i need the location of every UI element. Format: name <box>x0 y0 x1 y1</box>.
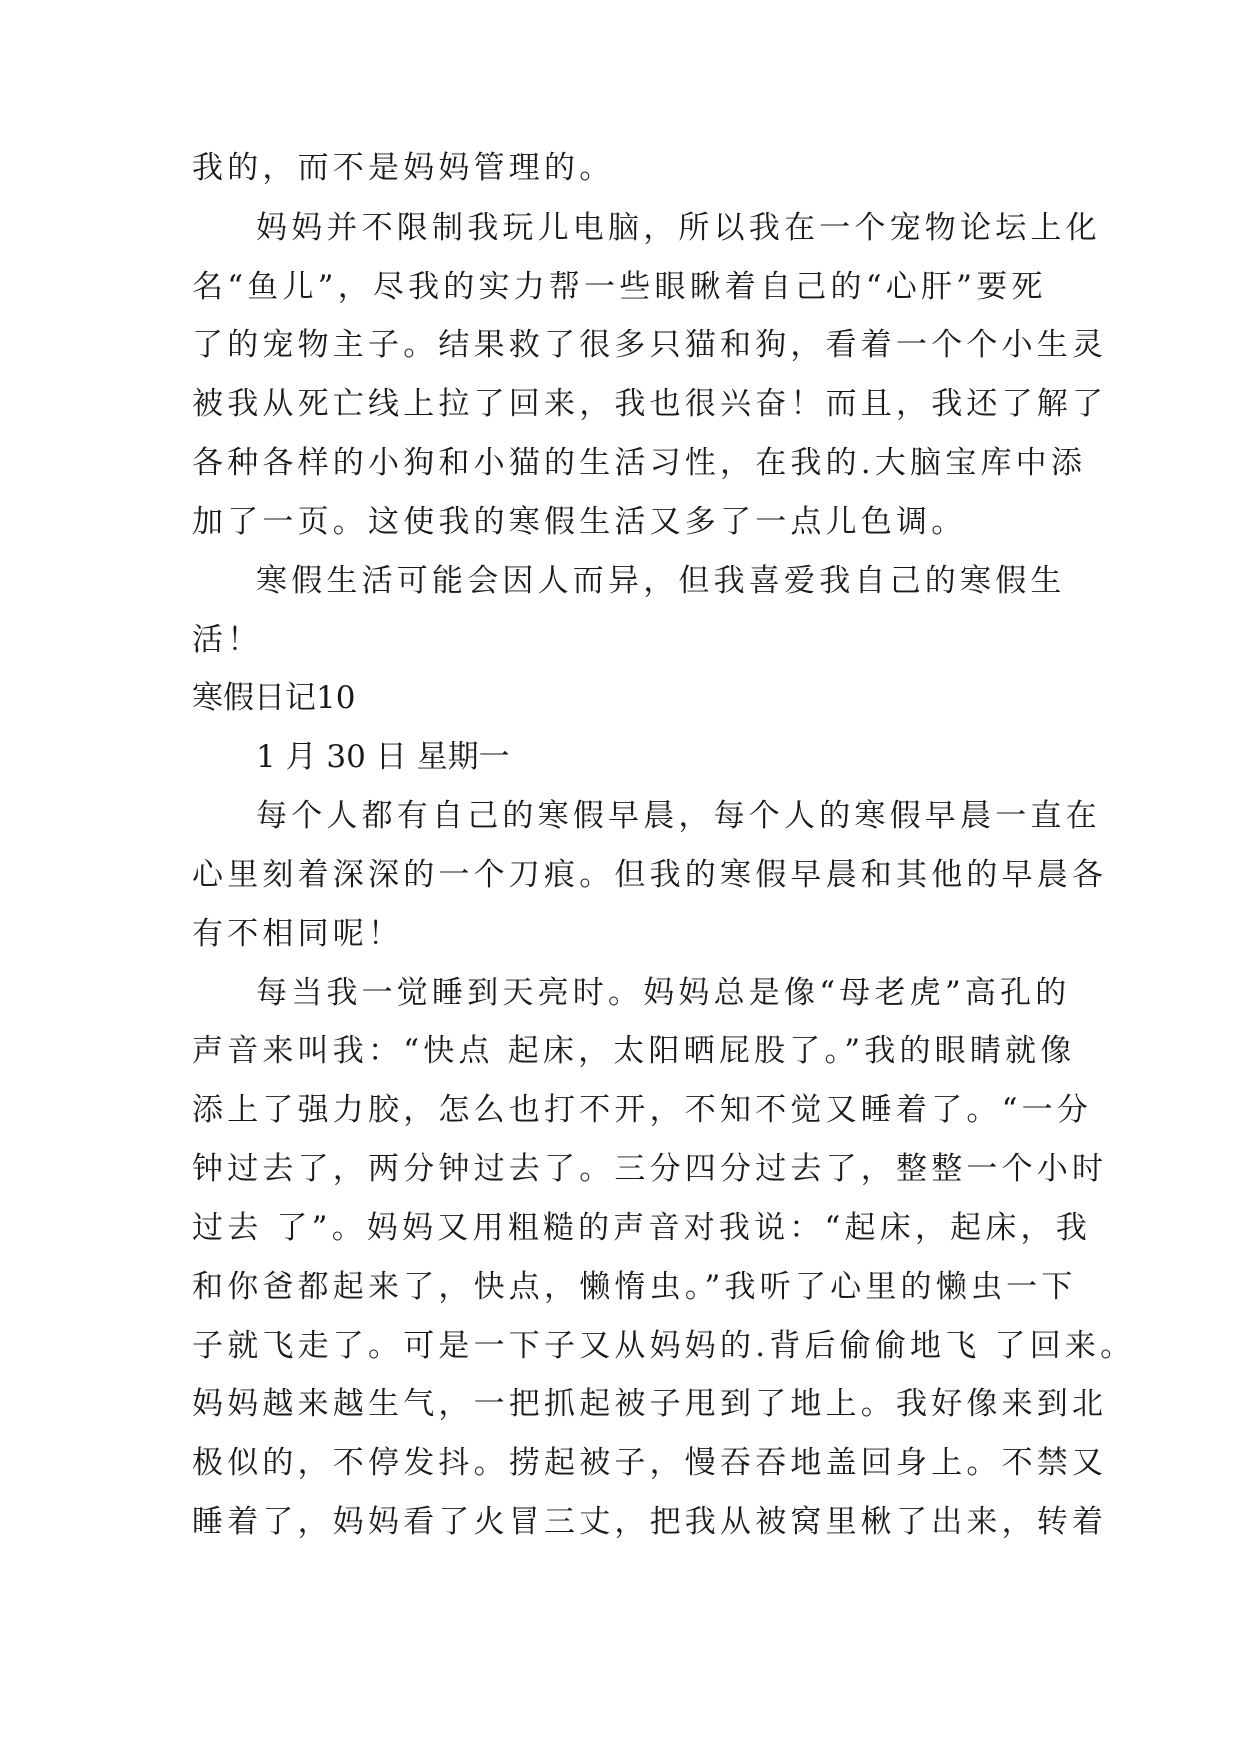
paragraph-line: 每个人都有自己的寒假早晨，每个人的寒假早晨一直在 <box>256 798 1101 834</box>
paragraph-line: 妈妈并不限制我玩儿电脑，所以我在一个宠物论坛上化 <box>256 210 1101 246</box>
paragraph-line: 声音来叫我：“快点 起床，太阳晒屁股了。”我的眼睛就像 <box>192 1033 1076 1069</box>
paragraph-line: 活！ <box>192 622 263 658</box>
paragraph-line: 加了一页。这使我的寒假生活又多了一点儿色调。 <box>192 504 967 540</box>
paragraph-line: 我的，而不是妈妈管理的。 <box>192 150 615 186</box>
paragraph-line: 钟过去了，两分钟过去了。三分四分过去了，整整一个小时 <box>192 1151 1108 1187</box>
paragraph-line: 极似的，不停发抖。捞起被子，慢吞吞地盖回身上。不禁又 <box>192 1445 1108 1481</box>
paragraph-line: 各种各样的小狗和小猫的生活习性，在我的.大脑宝库中添 <box>192 445 1087 481</box>
paragraph-line: 每当我一觉睡到天亮时。妈妈总是像“母老虎”高孔的 <box>256 975 1071 1011</box>
paragraph-line: 名“鱼儿”，尽我的实力帮一些眼瞅着自己的“心肝”要死 <box>192 269 1047 305</box>
paragraph-line: 寒假生活可能会因人而异，但我喜爱我自己的寒假生 <box>256 563 1066 599</box>
paragraph-line: 子就飞走了。可是一下子又从妈妈的.背后偷偷地飞 了回来。 <box>192 1328 1136 1364</box>
paragraph-line: 添上了强力胶，怎么也打不开，不知不觉又睡着了。“一分 <box>192 1092 1093 1128</box>
paragraph-line: 过去 了”。妈妈又用粗糙的声音对我说：“起床，起床，我 <box>192 1210 1091 1246</box>
paragraph-line: 睡着了，妈妈看了火冒三丈，把我从被窝里楸了出来，转着 <box>192 1504 1108 1540</box>
paragraph-line: 被我从死亡线上拉了回来，我也很兴奋！而且，我还了解了 <box>192 386 1108 422</box>
paragraph-line: 妈妈越来越生气，一把抓起被子甩到了地上。我好像来到北 <box>192 1386 1108 1422</box>
date-line: 1 月 30 日 星期一 <box>256 739 510 775</box>
paragraph-line: 了的宠物主子。结果救了很多只猫和狗，看着一个个小生灵 <box>192 327 1108 363</box>
section-heading: 寒假日记10 <box>192 680 356 716</box>
paragraph-line: 和你爸都起来了，快点，懒惰虫。”我听了心里的懒虫一下 <box>192 1269 1077 1305</box>
paragraph-line: 心里刻着深深的一个刀痕。但我的寒假早晨和其他的早晨各 <box>192 857 1108 893</box>
paragraph-line: 有不相同呢！ <box>192 916 404 952</box>
